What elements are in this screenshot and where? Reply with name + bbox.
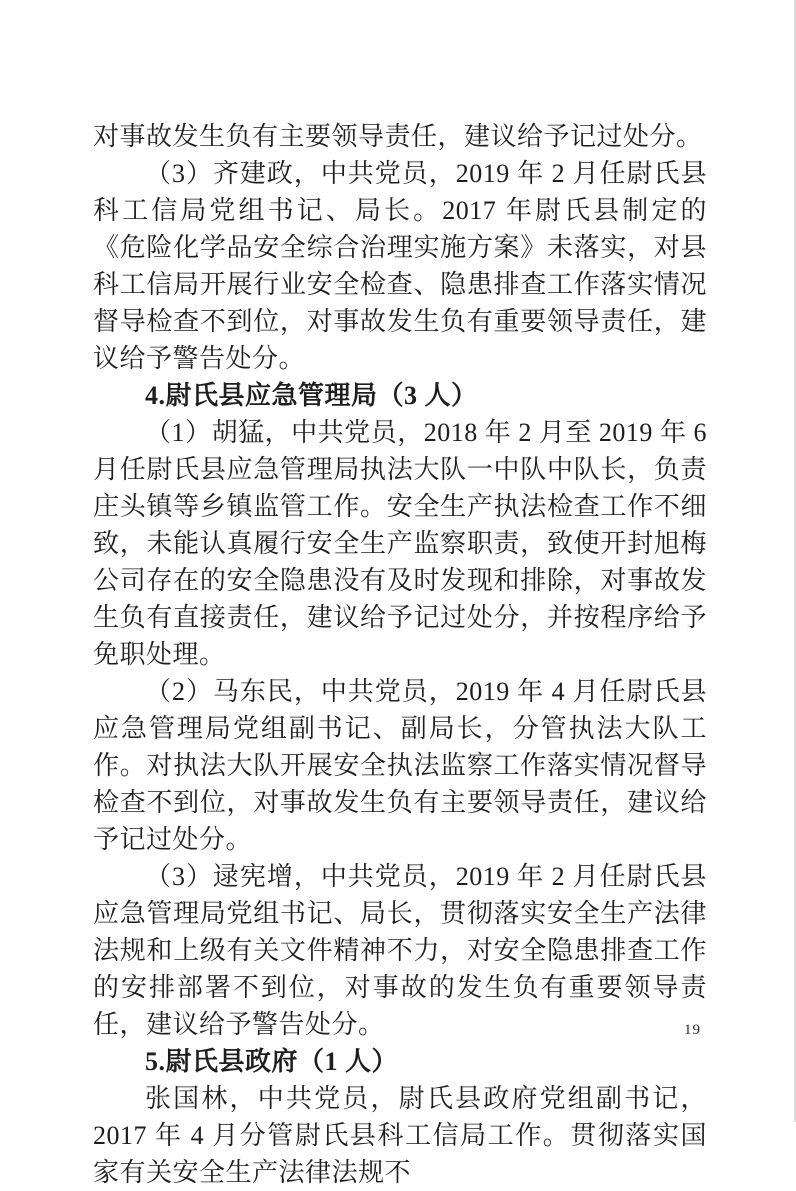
section-heading-4: 4.尉氏县应急管理局（3 人） (145, 381, 478, 410)
document-body (93, 118, 707, 1191)
paragraph-continuation: 对事故发生负有主要领导责任，建议给予记过处分。 (93, 122, 703, 151)
paragraph-zhang-guolin: 张国林，中共党员，尉氏县政府党组副书记，2017 年 4 月分管尉氏县科工信局工作。贯彻落实国家有关安全生产法律法规不 (93, 1084, 707, 1187)
paragraph-lu-xianzeng: （3）逯宪增，中共党员，2019 年 2 月任尉氏县应急管理局党组书记、局长，贯彻落实安全生产法律法规和上级有关文件精神不力，对安全隐患排查工作的安排部署不到位，对事故的发生负有重要领导责任，建议给予警告处分。 (93, 862, 707, 1039)
page-number: 19 (684, 1022, 701, 1038)
paragraph-hu-meng: （1）胡猛，中共党员，2018 年 2 月至 2019 年 6 月任尉氏县应急管理局执法大队一中队中队长，负责庄头镇等乡镇监管工作。安全生产执法检查工作不细致，未能认真履行安全生产监察职责，致使开封旭梅公司存在的安全隐患没有及时发现和排除，对事故发生负有直接责任，建议给予记过处分，并按程序给予免职处理。 (93, 418, 707, 669)
paragraph-qi-jianzheng: （3）齐建政，中共党员，2019 年 2 月任尉氏县科工信局党组书记、局长。2017 年尉氏县制定的《危险化学品安全综合治理实施方案》未落实，对县科工信局开展行业安全检查、隐患排查工作落实情况督导检查不到位，对事故发生负有重要领导责任，建议给予警告处分。 (93, 159, 707, 373)
section-heading-5: 5.尉氏县政府（1 人） (145, 1047, 399, 1076)
paragraph-ma-dongmin: （2）马东民，中共党员，2019 年 4 月任尉氏县应急管理局党组副书记、副局长，分管执法大队工作。对执法大队开展安全执法监察工作落实情况督导检查不到位，对事故发生负有主要领导责任，建议给予记过处分。 (93, 677, 707, 854)
